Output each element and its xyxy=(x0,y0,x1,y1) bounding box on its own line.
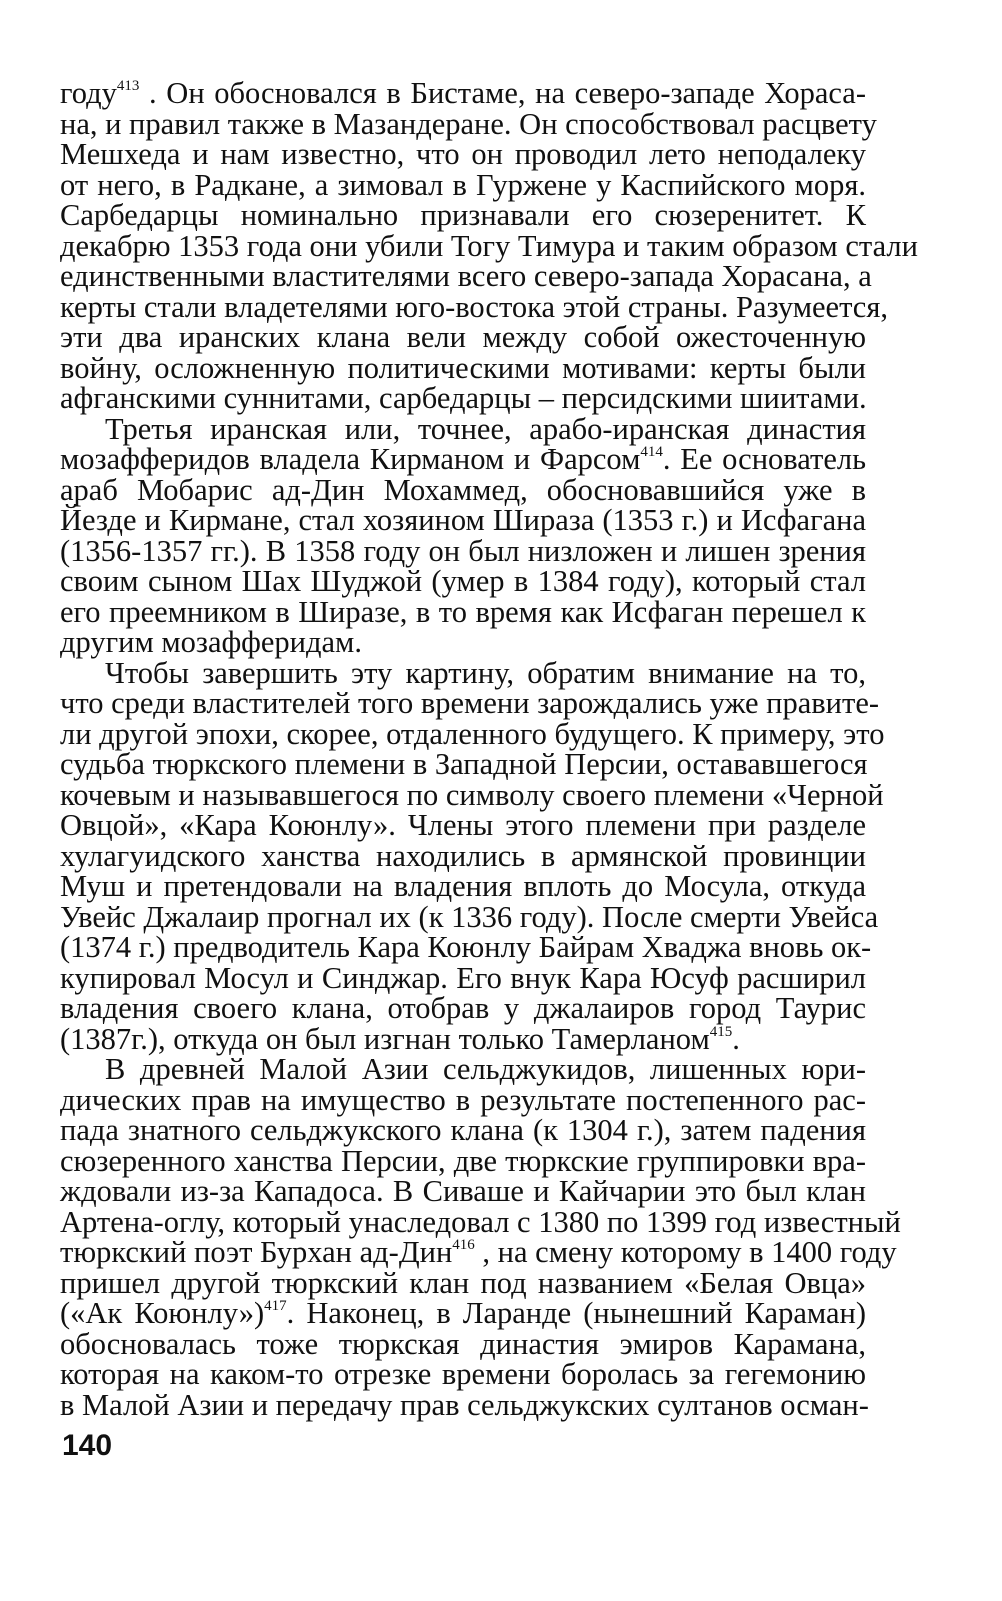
footnote-ref[interactable]: 413 xyxy=(116,78,140,94)
text-line: его преемником в Ширазе, в то время как Исфаган перешел к xyxy=(60,594,866,629)
text-line: войну, осложненную политическими мотивами: керты были xyxy=(60,350,866,385)
text-line: Муш и претендовали на владения вплоть до Мосула, откуда xyxy=(60,869,866,903)
paragraph xyxy=(60,411,867,659)
text-line: (1387г.), откуда он был изгнан только Тамерланом$^{415}$. xyxy=(60,1021,740,1056)
text-line: Мешхеда и нам известно, что он проводил лето неподалеку xyxy=(60,137,866,171)
text-line: своим сыном Шах Шуджой (умер в 1384 году), который стал xyxy=(60,564,866,598)
text-line: Овцой», «Кара Коюнлу». Члены этого племени при разделе xyxy=(60,808,866,842)
text-line: пришел другой тюркский клан под названием «Белая Овца» xyxy=(60,1265,866,1300)
text-line: купировал Мосул и Синджар. Его внук Кара Юсуф расширил xyxy=(60,960,866,995)
text-line: («Ак Коюнлу»)$^{417}$. Наконец, в Ларанде (нынешний Караман) xyxy=(60,1296,866,1330)
footnote-ref[interactable]: 415 xyxy=(709,1023,733,1040)
text-line: владения своего клана, отобрав у джалаиров город Таурис xyxy=(60,991,866,1025)
text-line: Третья иранская или, точнее, арабо-иранская династия xyxy=(105,411,866,446)
text-line: Артена-оглу, который унаследовал с 1380 по 1399 год известный xyxy=(60,1204,901,1239)
paragraph xyxy=(60,76,918,415)
footnote-ref[interactable]: 414 xyxy=(640,444,663,460)
text-line: другим мозаффеpидам. xyxy=(60,625,362,659)
text-line: В древней Малой Азии сельджукидов, лишенных юри- xyxy=(105,1052,866,1086)
text-line: сюзеренного ханства Персии, две тюркские группировки вра- xyxy=(60,1143,866,1178)
paragraph xyxy=(60,1052,901,1422)
text-line: единственными властителями всего северо-запада Хорасана, а xyxy=(60,259,872,293)
text-line: году$^{413}$ . Он обосновался в Бистаме, на северо-западе Хораса- xyxy=(60,76,866,110)
text-line: ли другой эпохи, скорее, отдаленного будущего. К примеру, это xyxy=(60,716,885,751)
text-line: афганскими суннитами, сарбедарцы – персидскими шиитами. xyxy=(60,381,867,415)
text-line: что среди властителей того времени зарождались уже правите- xyxy=(60,686,880,720)
text-line: араб Мобарис ад-Дин Мохаммед, обосновавшийся уже в xyxy=(60,472,866,507)
text-line: на, и правил также в Мазандеране. Он способствовал расцвету xyxy=(60,106,877,141)
text-line: кочевым и называвшегося по символу своего племени «Черной xyxy=(60,777,884,812)
text-line: в Малой Азии и передачу прав сельджукских султанов осман- xyxy=(60,1387,869,1422)
text-line: от него, в Радкане, а зимовал в Гуржене у Каспийского моря. xyxy=(60,167,866,202)
footnote-ref[interactable]: 416 xyxy=(452,1237,475,1253)
text-line: эти два иранских клана вели между собой ожесточенную xyxy=(60,320,866,354)
text-line: (1356-1357 гг.). В 1358 году он был низложен и лишен зрения xyxy=(60,533,866,568)
text-line: керты стали владетелями юго-востока этой страны. Разумеется, xyxy=(60,289,888,324)
text-line: (1374 г.) предводитель Кара Коюнлу Байрам Хваджа вновь ок- xyxy=(60,930,872,964)
page-body xyxy=(60,76,918,1578)
text-line: ждовали из-за Кападоса. В Сиваше и Кайчарии это был клан xyxy=(60,1174,866,1208)
footnote-ref[interactable]: 417 xyxy=(264,1298,287,1314)
text-line: тюркский поэт Бурхан ад-Дин$^{416}$ , на смену которому в 1400 году xyxy=(60,1235,897,1269)
text-line: дических прав на имущество в результате постепенного рас- xyxy=(60,1082,866,1117)
text-line: мозафферидов владела Кирманом и Фарсом$^{414}$. Ее основатель xyxy=(60,442,867,476)
text-line: Йезде и Кирмане, стал хозяином Шираза (1353 г.) и Исфагана xyxy=(60,503,866,537)
text-line: обосновалась тоже тюркская династия эмиров Карамана, xyxy=(60,1326,866,1361)
page-number: 140 xyxy=(62,1429,113,1462)
text-line: Сарбедарцы номинально признавали его сюзеренитет. К xyxy=(60,198,866,232)
text-line: Чтобы завершить эту картину, обратим внимание на то, xyxy=(105,655,866,690)
paragraph xyxy=(60,655,885,1056)
text-line: которая на каком-то отрезке времени боролась за гегемонию xyxy=(60,1357,866,1391)
text-line: декабрю 1353 года они убили Тогу Тимура и таким образом стали xyxy=(60,228,918,263)
text-line: Увейс Джалаир прогнал их (к 1336 году). После смерти Увейса xyxy=(60,899,879,934)
text-line: пада знатного сельджукского клана (к 1304 г.), затем падения xyxy=(60,1113,866,1147)
text-line: хулагуидского ханства находились в армянской провинции xyxy=(60,838,866,873)
text-line: судьба тюркского племени в Западной Персии, остававшегося xyxy=(60,747,868,781)
